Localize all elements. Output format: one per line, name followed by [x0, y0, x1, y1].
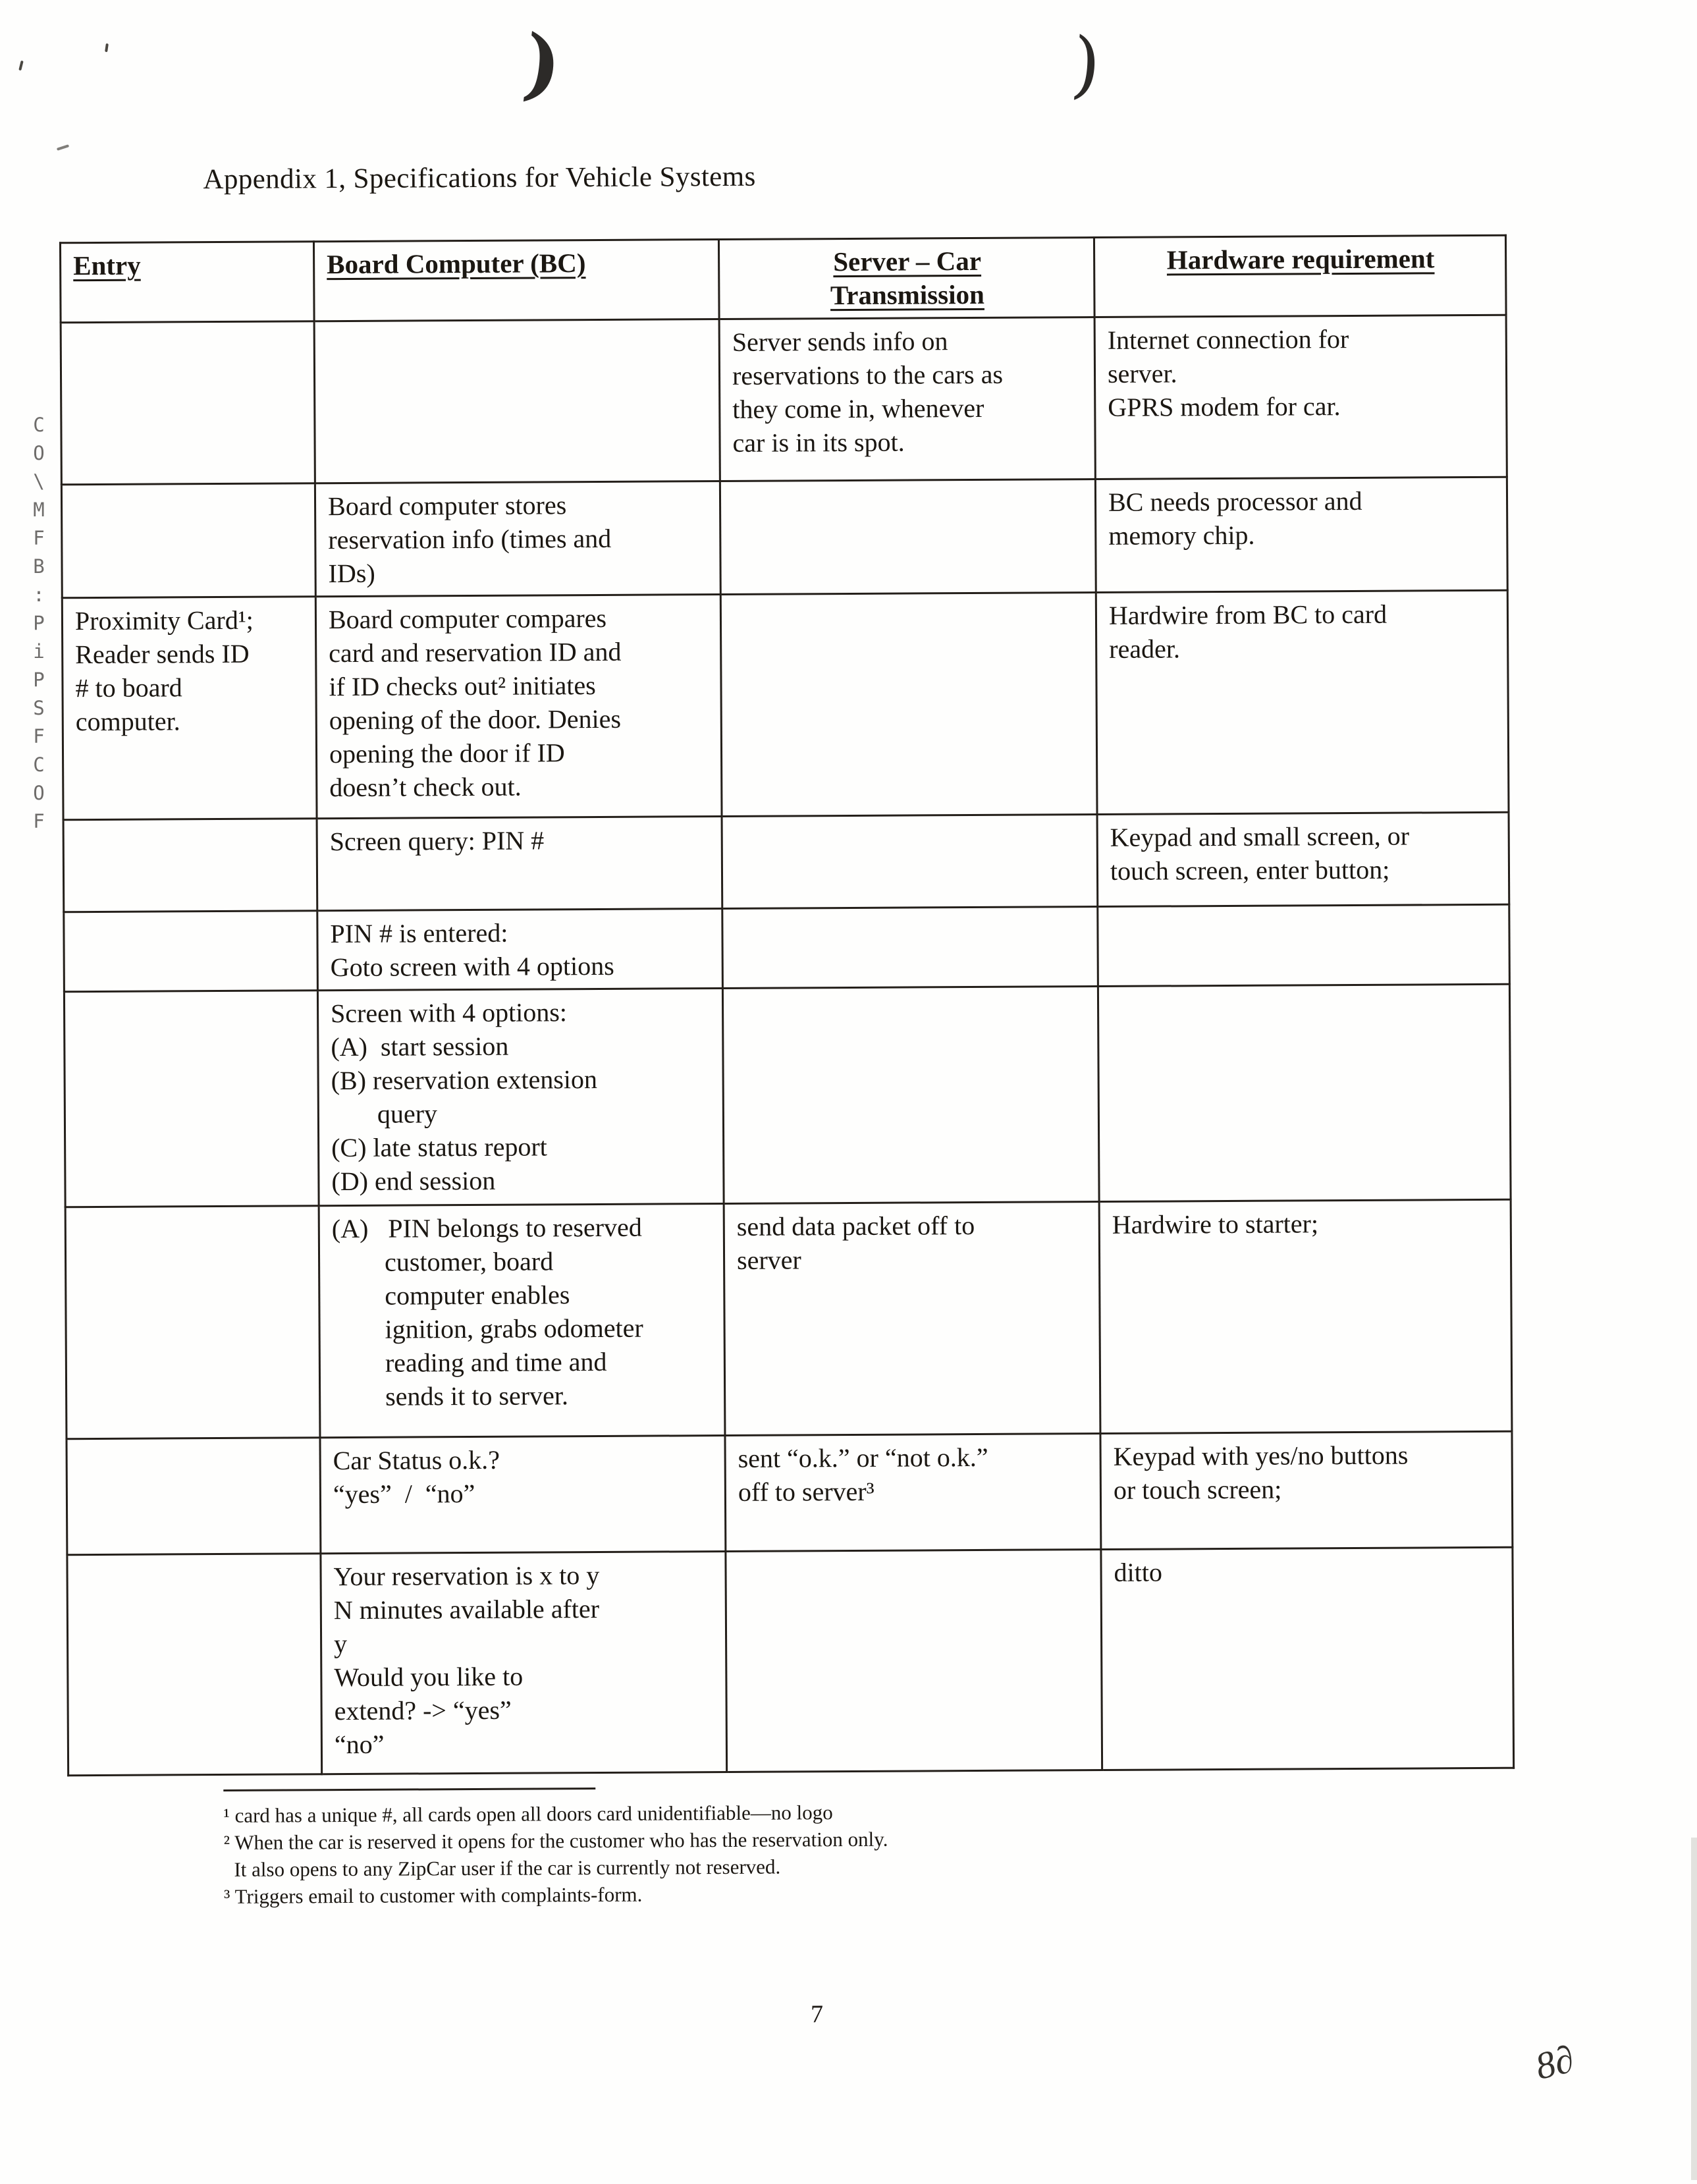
cell-r2-hardware: BC needs processor and memory chip.: [1095, 477, 1507, 592]
cell-r8-server: sent “o.k.” or “not o.k.” off to server³: [725, 1434, 1101, 1552]
header-board-computer: Board Computer (BC): [313, 240, 719, 321]
scan-curl-mark-right: ): [1068, 21, 1104, 108]
cell-r8-entry: [67, 1438, 321, 1555]
cell-r7-server: send data packet off to server: [724, 1202, 1100, 1436]
table-header-row: [60, 235, 1506, 322]
page-number: 7: [810, 2000, 824, 2029]
header-hardware-requirement: Hardware requirement: [1094, 235, 1506, 317]
cell-r1-entry: [61, 321, 315, 485]
cell-r3-entry: Proximity Card¹; Reader sends ID # to board computer.: [62, 597, 317, 820]
table-row: [67, 1547, 1514, 1775]
table-row: [62, 590, 1509, 819]
cell-r6-server: [722, 987, 1099, 1204]
cell-r9-bc: Your reservation is x to y N minutes available after y Would you like to extend? -> “yes” “no”: [321, 1551, 727, 1774]
cell-r4-bc: Screen query: PIN #: [317, 817, 722, 911]
cell-r9-server: [726, 1550, 1102, 1772]
footnote-2-continued: It also opens to any ZipCar user if the car is currently not reserved.: [223, 1855, 781, 1881]
table-row: [63, 812, 1509, 912]
cell-r4-hardware: Keypad and small screen, or touch screen, enter button;: [1097, 812, 1509, 906]
footnote-3: ³ Triggers email to customer with complaints-form.: [224, 1882, 643, 1908]
table-row: [61, 477, 1507, 597]
cell-r8-hardware: Keypad with yes/no buttons or touch screen;: [1100, 1431, 1513, 1549]
table-row: [65, 1199, 1512, 1438]
cell-r3-bc: Board computer compares card and reservation ID and if ID checks out² initiates opening of the door. Denies opening the door if ID doesn’t check out.: [315, 595, 722, 819]
cell-r6-hardware: [1098, 984, 1511, 1201]
header-server-car-transmission: Server – Car Transmission: [718, 238, 1094, 319]
specifications-table: [59, 234, 1515, 1776]
footnote-1: ¹ card has a unique #, all cards open all doors card unidentifiable—no logo: [223, 1801, 833, 1827]
scan-curl-mark-left: ): [518, 16, 567, 112]
cell-r9-entry: [67, 1554, 322, 1776]
cell-r5-bc: PIN # is entered: Goto screen with 4 options: [317, 909, 723, 991]
cell-r3-hardware: Hardwire from BC to card reader.: [1096, 590, 1509, 814]
cell-r7-bc: (A) PIN belongs to reserved customer, board computer enables ignition, grabs odometer reading and time and sends it to server.: [319, 1203, 725, 1437]
cell-r5-server: [722, 907, 1098, 989]
cell-r6-bc: Screen with 4 options: (A) start session (B) reservation extension query (C) late status report (D) end session: [317, 989, 724, 1206]
cell-r4-entry: [63, 819, 317, 912]
cell-r4-server: [722, 815, 1098, 909]
cell-r1-bc: [314, 319, 720, 483]
table-row: [64, 904, 1510, 991]
cell-r6-entry: [64, 991, 319, 1207]
cell-r1-hardware: Internet connection for server. GPRS modem for car.: [1094, 315, 1507, 479]
cell-r5-hardware: [1098, 904, 1510, 986]
scan-edge-shade: [1691, 1838, 1697, 2180]
margin-stamp: CO\MFB:PiPSFCOF: [28, 414, 50, 838]
handwritten-mark: 8∂: [1530, 2036, 1578, 2088]
cell-r5-entry: [64, 911, 318, 992]
cell-r1-server: Server sends info on reservations to the cars as they come in, whenever car is in its spot.: [719, 317, 1095, 481]
footnote-2: ² When the car is reserved it opens for the customer who has the reservation only.: [223, 1827, 888, 1854]
header-entry: Entry: [60, 242, 314, 323]
table-row: [61, 315, 1507, 484]
table-row: [67, 1431, 1513, 1554]
cell-r7-entry: [65, 1206, 320, 1439]
footnote-rule: [223, 1788, 595, 1791]
footnotes-block: [223, 1784, 1343, 1910]
cell-r2-server: [720, 479, 1096, 595]
cell-r8-bc: Car Status o.k.? “yes” / “no”: [320, 1435, 726, 1553]
cell-r7-hardware: Hardwire to starter;: [1099, 1199, 1512, 1433]
cell-r3-server: [720, 593, 1097, 817]
cell-r2-bc: Board computer stores reservation info (times and IDs): [315, 481, 720, 597]
page-title: Appendix 1, Specifications for Vehicle Systems: [203, 161, 756, 196]
cell-r9-hardware: ditto: [1101, 1547, 1514, 1770]
table-row: [64, 984, 1511, 1207]
cell-r2-entry: [61, 483, 315, 598]
